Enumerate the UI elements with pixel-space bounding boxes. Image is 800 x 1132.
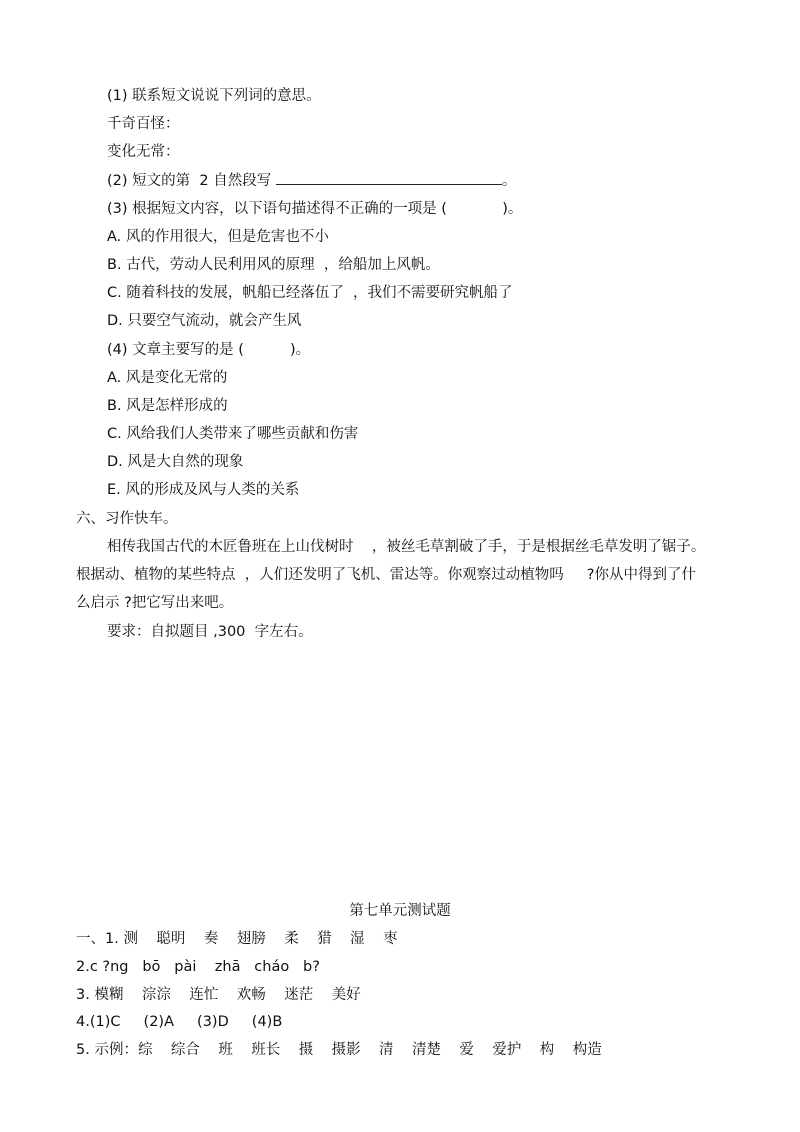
- paragraph-line-2: 根据动、植物的某些特点 ，人们还发明了飞机、雷达等。你观察过动植物吗 ?你从中得到了什: [76, 567, 696, 583]
- q2-after: 。: [501, 173, 517, 189]
- paragraph-line-1: 相传我国古代的木匠鲁班在上山伐树时 ，被丝毛草割破了手，于是根据丝毛草发明了锯子。: [107, 539, 706, 555]
- q4-prompt: (4) 文章主要写的是 ( )。: [107, 342, 311, 358]
- q2-answer-blank: [276, 171, 502, 185]
- q4-option-a: A. 风是变化无常的: [107, 370, 228, 386]
- q2-before: (2) 短文的第 2 自然段写: [107, 173, 272, 189]
- q4-option-e: E. 风的形成及风与人类的关系: [107, 482, 300, 498]
- answer-line-1: 一、1. 测 聪明 奏 翅膀 柔 猎 湿 枣: [76, 931, 398, 947]
- q3-option-d: D. 只要空气流动，就会产生风: [107, 313, 302, 329]
- q4-option-b: B. 风是怎样形成的: [107, 398, 228, 414]
- answer-line-5: 5. 示例：综 综合 班 班长 摄 摄影 清 清楚 爱 爱护 构 构造: [76, 1042, 602, 1058]
- q1-word2: 变化无常：: [107, 144, 180, 160]
- requirement-line: 要求：自拟题目 ,300 字左右。: [107, 624, 313, 640]
- q3-option-c: C. 随着科技的发展，帆船已经落伍了 ，我们不需要研究帆船了: [107, 285, 513, 301]
- q3-prompt: (3) 根据短文内容，以下语句描述得不正确的一项是 ( )。: [107, 201, 523, 217]
- q1-word1: 千奇百怪：: [107, 116, 180, 132]
- q3-option-b: B. 古代，劳动人民利用风的原理 ，给船加上风帆。: [107, 257, 440, 273]
- answer-line-3: 3. 模糊 淙淙 连忙 欢畅 迷茫 美好: [76, 987, 361, 1003]
- q3-option-a: A. 风的作用很大，但是危害也不小: [107, 229, 329, 245]
- answer-line-2: 2.c ?ng bō pài zhā cháo b?: [76, 959, 320, 975]
- q2-line: [107, 171, 516, 191]
- q4-option-d: D. 风是大自然的现象: [107, 454, 244, 470]
- answer-line-4: 4.(1)C (2)A (3)D (4)B: [76, 1014, 283, 1030]
- section-six-heading: 六、习作快车。: [76, 511, 178, 527]
- answer-key-title: 第七单元测试题: [349, 903, 451, 919]
- q4-option-c: C. 风给我们人类带来了哪些贡献和伤害: [107, 426, 359, 442]
- paragraph-line-3: 么启示 ?把它写出来吧。: [76, 595, 234, 611]
- q1-prompt: (1) 联系短文说说下列词的意思。: [107, 88, 321, 104]
